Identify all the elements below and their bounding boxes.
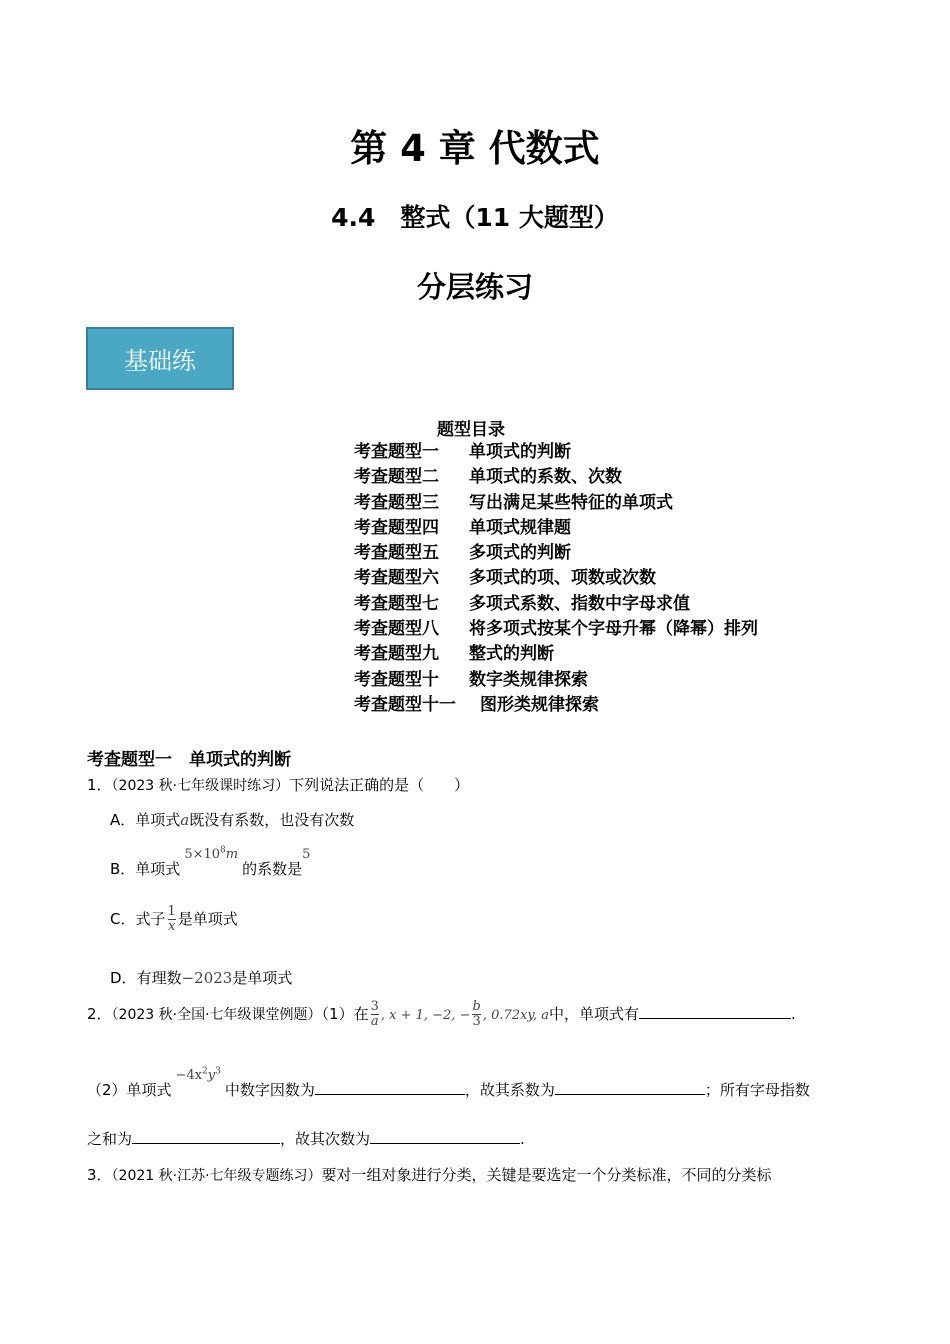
toc-list bbox=[354, 440, 758, 718]
toc-item: 考查题型八 将多项式按某个字母升幂（降幂）排列 bbox=[354, 619, 758, 640]
basic-practice-badge: 基础练 bbox=[86, 327, 234, 390]
toc-title: 题型目录 bbox=[437, 420, 505, 440]
toc-item: 考查题型九 整式的判断 bbox=[354, 644, 554, 665]
choice-d: D．有理数−2023是单项式 bbox=[110, 969, 293, 987]
toc-item: 考查题型六 多项式的项、项数或次数 bbox=[354, 568, 656, 589]
question-3-stem: 3．（2021 秋·江苏·七年级专题练习）要对一组对象进行分类，关键是要选定一个分类标准，不同的分类标 bbox=[87, 1166, 772, 1184]
toc-item: 考查题型四 单项式规律题 bbox=[354, 517, 571, 538]
fraction-b-over-3: $\frac{b}{3}$ bbox=[472, 999, 481, 1029]
toc-item: 考查题型五 多项式的判断 bbox=[354, 543, 571, 564]
question-type-heading: 考查题型一 单项式的判断 bbox=[87, 750, 291, 770]
choice-c: C．式子 $\frac{1}{x}$ 是单项式 bbox=[110, 904, 238, 934]
answer-blank[interactable] bbox=[132, 1129, 280, 1144]
toc-item: 考查题型一 单项式的判断 bbox=[354, 442, 571, 462]
toc-item: 考查题型二 单项式的系数、次数 bbox=[354, 467, 622, 488]
toc-item: 考查题型十 数字类规律探索 bbox=[354, 669, 588, 690]
answer-blank[interactable] bbox=[315, 1080, 465, 1095]
question-2-part-3: 之和为 ，故其次数为 . bbox=[87, 1130, 525, 1148]
fraction-3-over-a: $\frac{3}{a}$ bbox=[370, 999, 379, 1029]
answer-blank[interactable] bbox=[555, 1080, 705, 1095]
toc-item: 考查题型三 写出满足某些特征的单项式 bbox=[354, 492, 673, 513]
toc-item: 考查题型十一 图形类规律探索 bbox=[354, 694, 599, 715]
choice-a: A．单项式a既没有系数，也没有次数 bbox=[110, 811, 355, 829]
question-2-part-1: 2．（2023 秋·全国·七年级课堂例题）（1）在 $\frac{3}{a}$ , x + 1, −2, − $\frac{b}{3}$ , 0.72xy, a中，单项式有 . bbox=[87, 999, 796, 1029]
section-title: 4.4 整式（11 大题型） bbox=[331, 203, 619, 232]
fraction-1-over-x: $\frac{1}{x}$ bbox=[167, 904, 176, 934]
toc-item: 考查题型七 多项式系数、指数中字母求值 bbox=[354, 593, 690, 614]
answer-blank[interactable] bbox=[370, 1129, 520, 1144]
answer-blank[interactable] bbox=[639, 1004, 791, 1019]
question-2-part-2: （2）单项式$-4x^2y^3$中数字因数为 ，故其系数为 ；所有字母指数 bbox=[87, 1066, 810, 1099]
choice-b: B．单项式$5\times 10^8m$的系数是5 bbox=[110, 845, 311, 878]
layer-title: 分层练习 bbox=[416, 270, 533, 304]
question-1-stem: 1．（2023 秋·七年级课时练习）下列说法正确的是（ ） bbox=[87, 776, 470, 794]
chapter-title: 第 4 章 代数式 bbox=[350, 127, 600, 170]
